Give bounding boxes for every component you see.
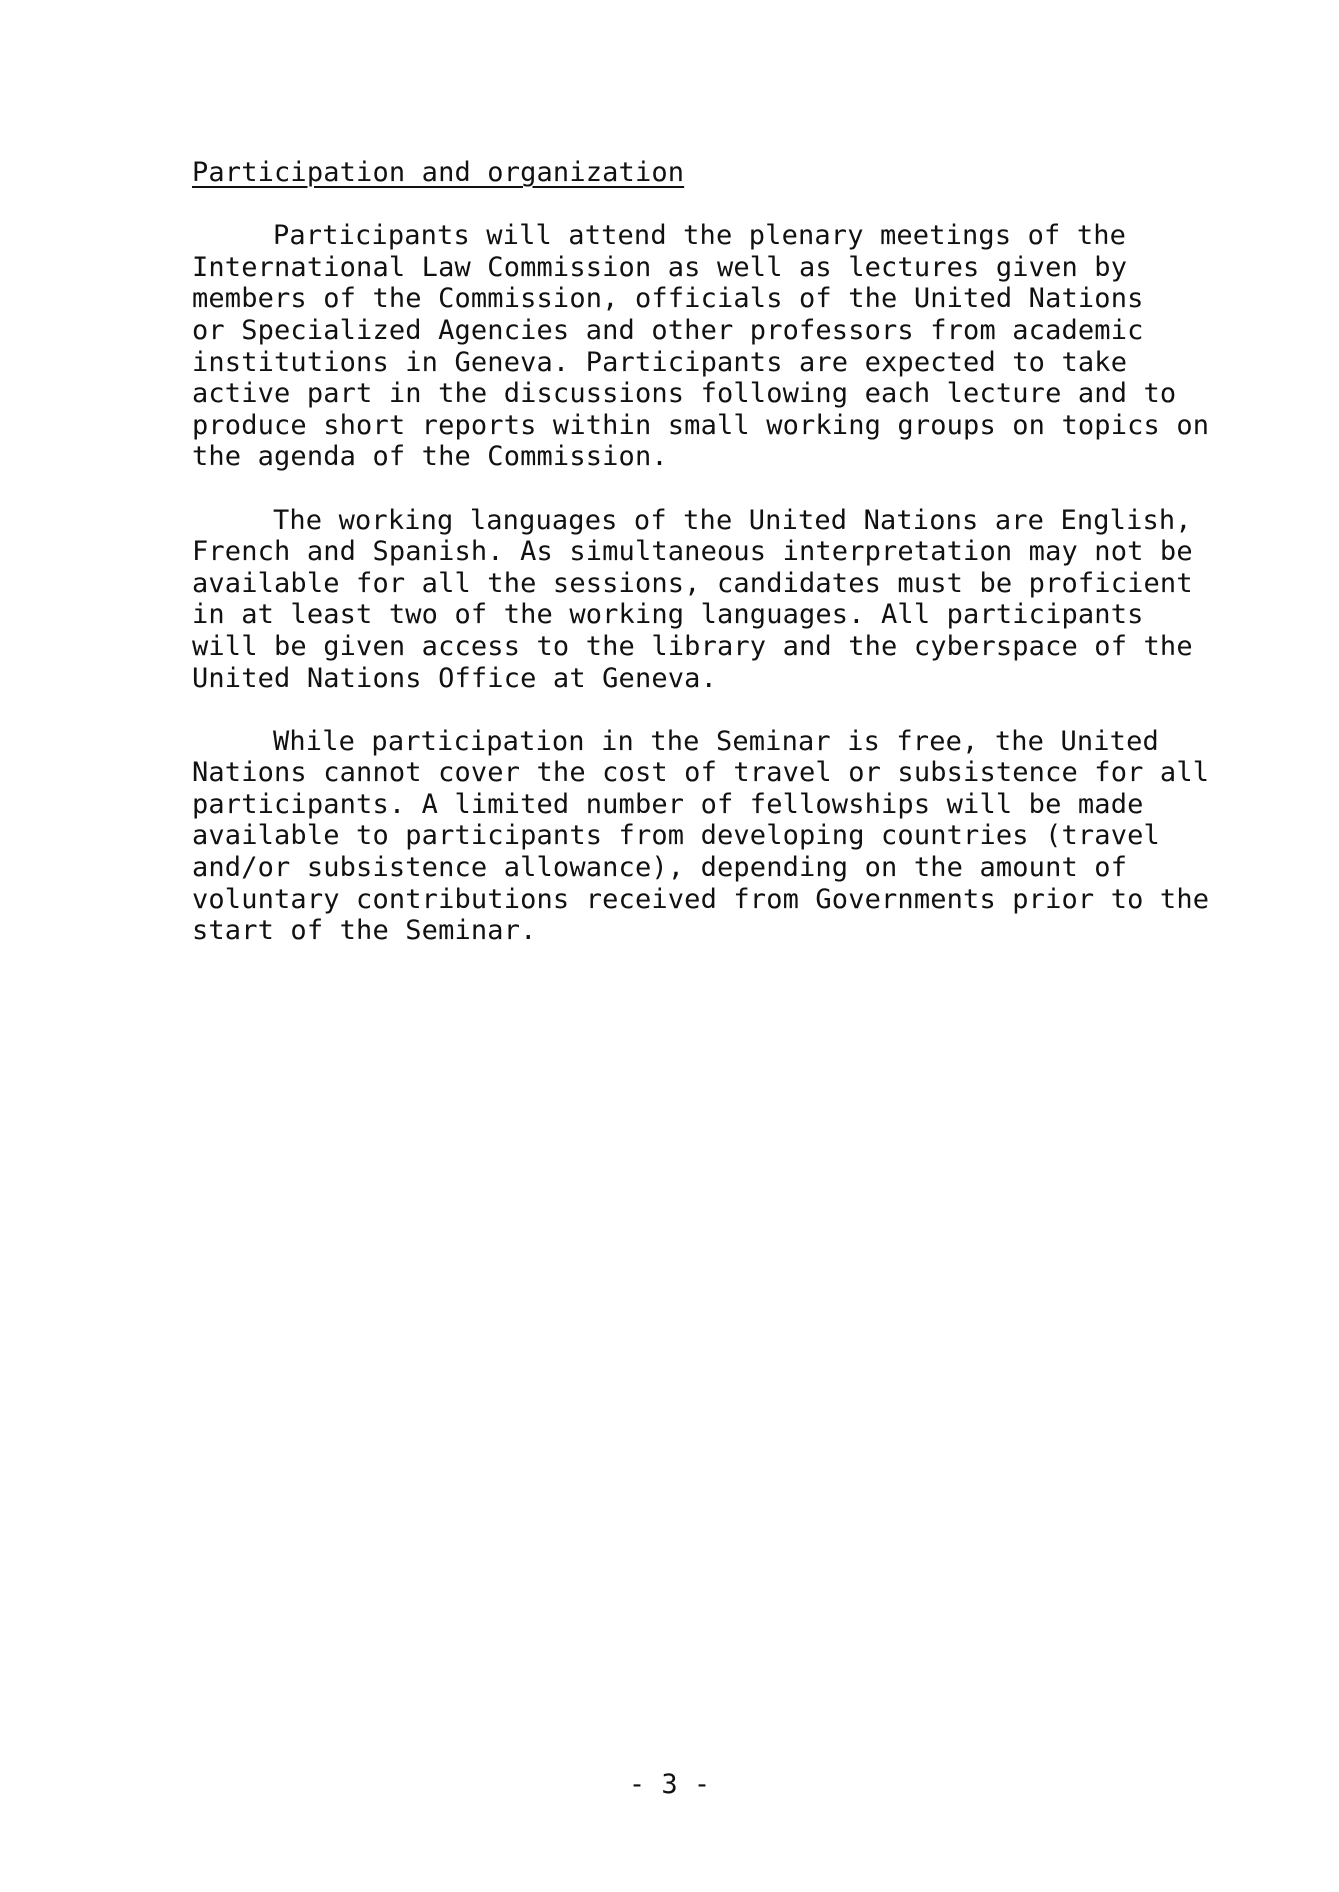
paragraph-working-languages bbox=[192, 505, 1232, 695]
paragraph-line: International Law Commission as well as lectures given by bbox=[192, 251, 1128, 283]
paragraph-line: or Specialized Agencies and other professors from academic bbox=[192, 314, 1144, 346]
paragraph-line: Nations cannot cover the cost of travel or subsistence for all bbox=[192, 757, 1210, 789]
paragraph-line: Participants will attend the plenary meetings of the bbox=[273, 220, 1127, 252]
paragraph-line: participants. A limited number of fellowships will be made bbox=[192, 788, 1144, 820]
paragraph-line: available to participants from developing countries (travel bbox=[192, 820, 1160, 852]
paragraph-line: institutions in Geneva. Participants are expected to take bbox=[192, 346, 1128, 378]
paragraph-line: While participation in the Seminar is free, the United bbox=[273, 725, 1159, 757]
paragraph-line: and/or subsistence allowance), depending on the amount of bbox=[192, 852, 1128, 884]
paragraph-line: French and Spanish. As simultaneous interpretation may not be bbox=[192, 536, 1193, 568]
paragraph-line: in at least two of the working languages. All participants bbox=[192, 599, 1144, 631]
paragraph-line: United Nations Office at Geneva. bbox=[192, 662, 717, 694]
paragraph-line: active part in the discussions following each lecture and to bbox=[192, 378, 1177, 410]
paragraph-fellowships bbox=[192, 726, 1232, 947]
paragraph-line: members of the Commission, officials of the United Nations bbox=[192, 283, 1144, 315]
paragraph-line: start of the Seminar. bbox=[192, 915, 537, 947]
paragraph-line: voluntary contributions received from Governments prior to the bbox=[192, 883, 1210, 915]
section-heading: Participation and organization bbox=[192, 157, 685, 188]
paragraph-line: the agenda of the Commission. bbox=[192, 441, 668, 473]
paragraph-line: The working languages of the United Nations are English, bbox=[273, 504, 1192, 536]
paragraph-line: available for all the sessions, candidates must be proficient bbox=[192, 567, 1193, 599]
paragraph-participants bbox=[192, 220, 1232, 473]
paragraph-line: produce short reports within small working groups on topics on bbox=[192, 409, 1210, 441]
paragraph-line: will be given access to the library and the cyberspace of the bbox=[192, 630, 1193, 662]
page-number: - 3 - bbox=[628, 1769, 711, 1800]
document-body bbox=[192, 157, 1232, 978]
